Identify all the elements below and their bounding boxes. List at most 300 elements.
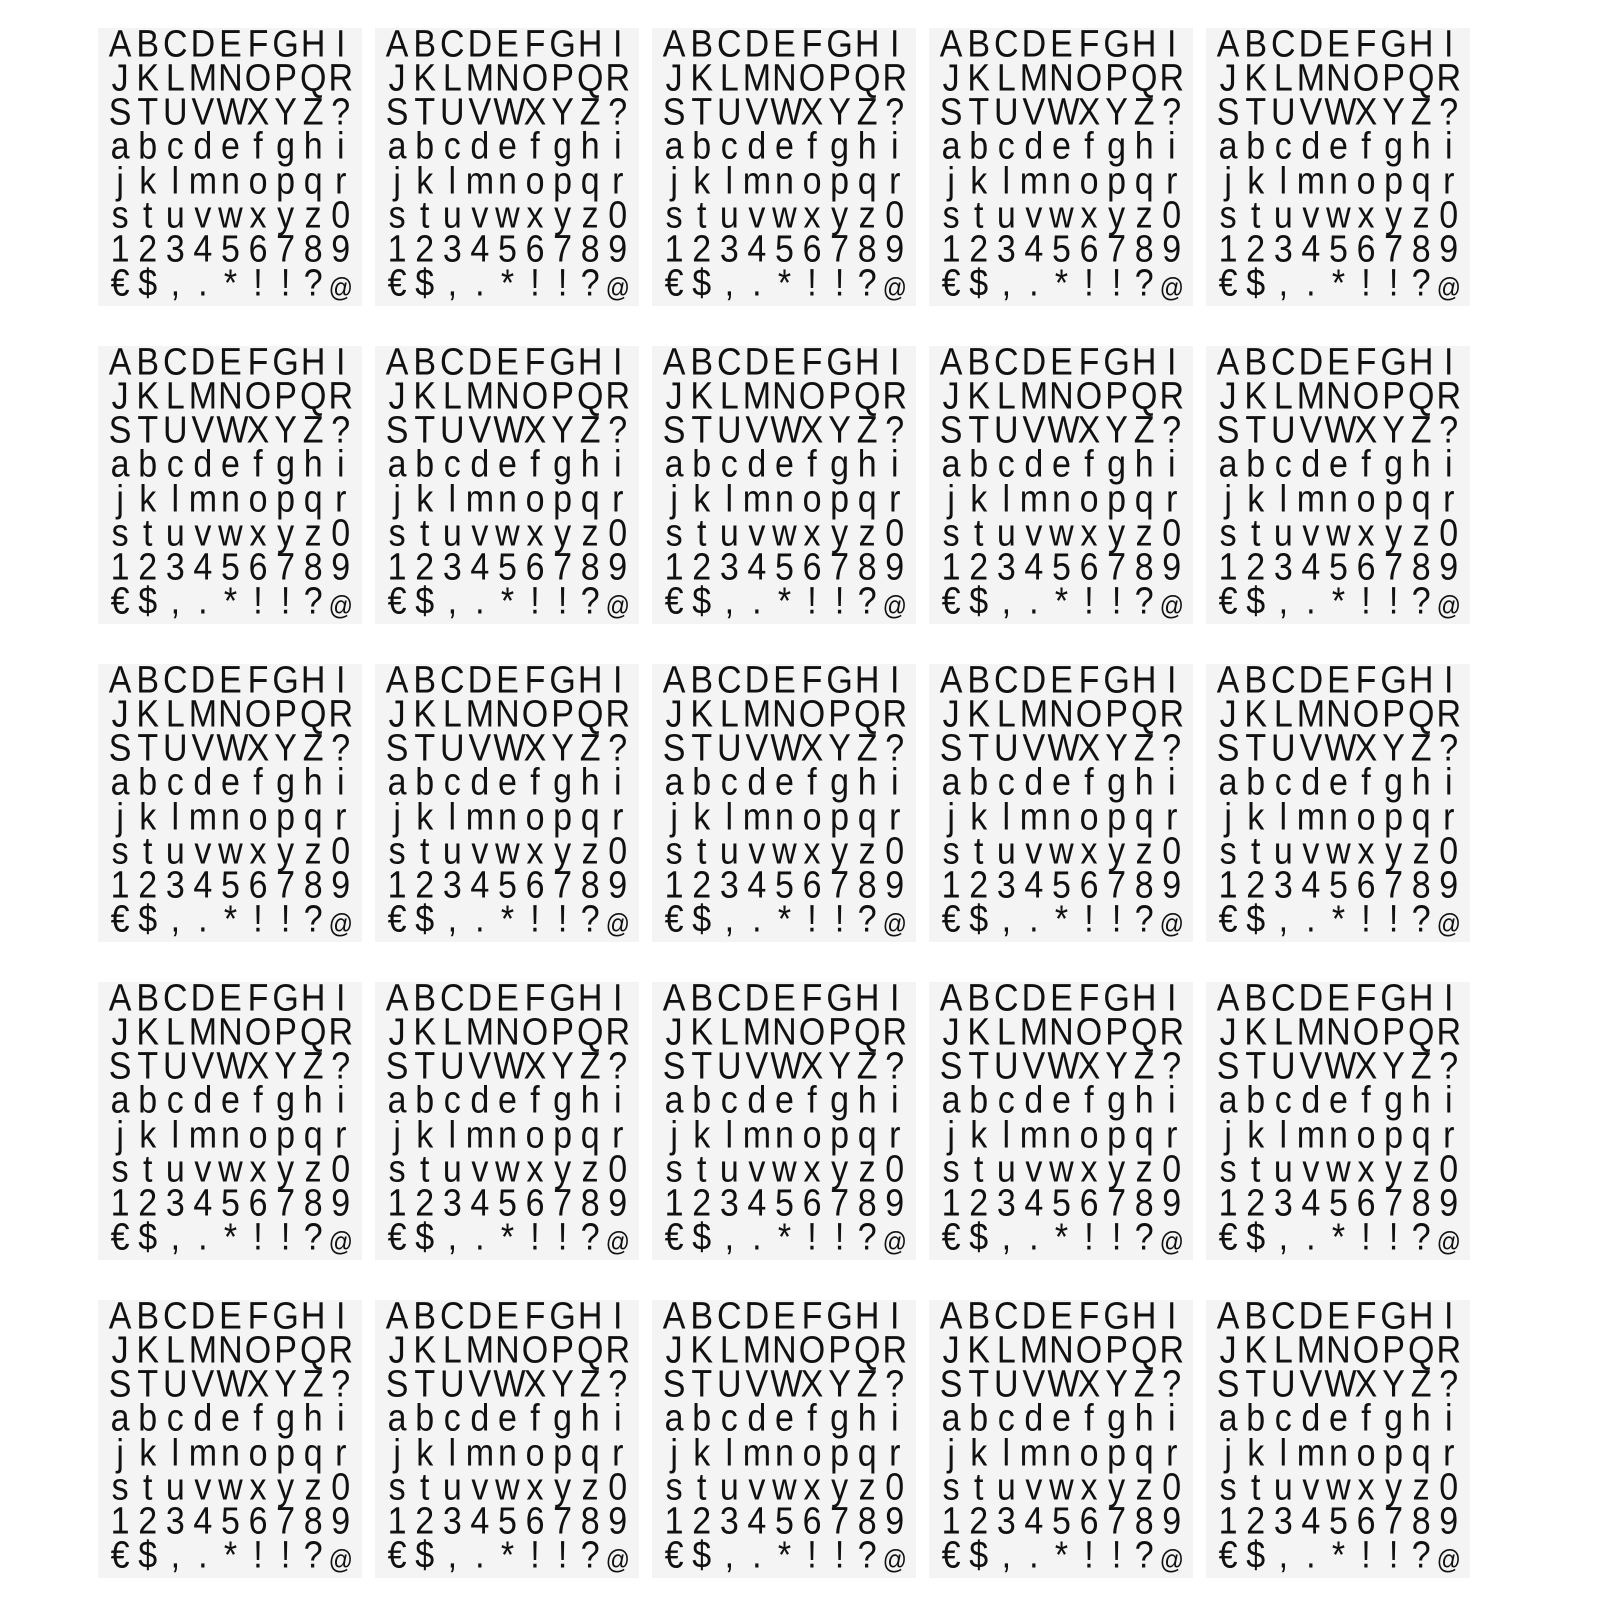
sticker-glyph: u [996,193,1015,236]
sticker-glyph: J [388,1010,405,1054]
sticker-glyph: 3 [719,1181,738,1225]
sticker-glyph: z [1135,1147,1152,1190]
sticker-glyph: p [1384,1431,1403,1474]
sticker-glyph: A [1216,664,1239,702]
sticker-glyph: u [165,1147,184,1190]
sticker-glyph: S [385,1362,408,1406]
sticker-glyph: x [1357,1147,1374,1190]
sticker-glyph: A [662,346,685,384]
sticker-glyph: w [772,511,796,554]
sticker-glyph: V [1299,1362,1322,1406]
sticker-glyph: I [1444,1300,1453,1338]
sticker-glyph: K [690,1328,713,1372]
sticker-glyph: V [745,726,768,770]
sticker-glyph: f [807,1397,816,1440]
sticker-glyph: t [1250,1147,1260,1190]
sticker-glyph: W [1047,90,1079,134]
sticker-glyph: € [1218,261,1237,305]
sticker-glyph: h [1134,125,1153,168]
sticker-glyph: ? [580,897,599,941]
sticker-glyph: 0 [885,829,904,872]
sticker-glyph: , [447,1533,457,1577]
sticker-glyph: z [1135,511,1152,554]
sticker-glyph: N [1326,692,1350,736]
sticker-glyph: $ [138,261,157,305]
sticker-glyph: 2 [415,545,434,589]
sticker-glyph: f [1084,125,1093,168]
sticker-glyph: X [1354,1044,1377,1088]
sticker-glyph: 5 [1328,863,1347,907]
sticker-glyph: s [388,1465,405,1508]
sticker-glyph: k [1247,159,1264,202]
sticker-glyph: s [388,1147,405,1190]
sticker-glyph: H [300,664,325,702]
sticker-glyph: z [858,193,875,236]
sticker-glyph: ! [557,579,567,623]
sticker-glyph: 5 [220,1499,239,1543]
sticker-glyph: z [858,1465,875,1508]
sticker-glyph: m [742,477,771,520]
sticker-glyph: K [690,1010,713,1054]
sticker-glyph: h [580,1079,599,1122]
sticker-glyph: c [720,1397,737,1440]
sticker-glyph: e [1051,125,1070,168]
sticker-glyph: i [890,125,898,168]
sticker-glyph: R [328,1328,353,1372]
sticker-glyph: u [442,511,461,554]
sticker-glyph: p [553,1113,572,1156]
sticker-glyph: W [493,408,525,452]
sticker-glyph: v [1302,1147,1319,1190]
sticker-glyph: r [889,795,900,838]
sticker-glyph: . [752,261,761,305]
sticker-glyph: . [752,1533,761,1577]
sticker-glyph: ? [1134,261,1153,305]
sticker-glyph: x [1357,193,1374,236]
sticker-glyph: 6 [1356,1499,1375,1543]
sticker-glyph: 5 [774,1499,793,1543]
sticker-glyph: 5 [1051,1499,1070,1543]
sticker-glyph: Z [856,726,877,770]
sticker-glyph: c [443,443,460,486]
sticker-glyph: . [198,1533,207,1577]
sticker-glyph: . [1029,1533,1038,1577]
sticker-glyph: r [612,795,623,838]
sticker-glyph: 4 [1301,545,1320,589]
sticker-glyph: p [276,795,295,838]
sticker-glyph: , [724,579,734,623]
sticker-glyph: 1 [387,545,406,589]
sticker-glyph: M [1019,1328,1048,1372]
sticker-glyph: m [1296,159,1325,202]
sticker-glyph: . [198,897,207,941]
alphabet-sticker-sheet [375,982,639,1260]
sticker-glyph: N [1326,56,1350,100]
sticker-glyph: * [223,579,237,623]
sticker-glyph: C [163,28,187,66]
sticker-glyph: h [1134,1397,1153,1440]
sticker-glyph: g [1107,1397,1126,1440]
sticker-glyph: l [725,159,733,202]
sticker-glyph: 2 [692,863,711,907]
sticker-glyph: u [165,1465,184,1508]
sticker-glyph: m [742,1113,771,1156]
sticker-glyph: l [448,795,456,838]
glyph-row [383,1215,631,1259]
sticker-glyph: t [973,829,983,872]
sticker-glyph: y [554,1147,571,1190]
sticker-glyph: b [138,1079,157,1122]
sticker-glyph: 6 [248,1181,267,1225]
sticker-glyph: T [968,408,989,452]
sticker-glyph: g [1107,125,1126,168]
sticker-glyph: l [1002,477,1010,520]
sticker-glyph: l [1279,1431,1287,1474]
sticker-glyph: @ [605,590,629,622]
sticker-glyph: f [807,125,816,168]
sticker-glyph: W [216,408,248,452]
sticker-glyph: 2 [969,227,988,271]
sticker-glyph: z [304,193,321,236]
sticker-glyph: E [773,664,795,702]
sticker-glyph: r [1443,159,1454,202]
sticker-glyph: J [111,56,128,100]
sticker-glyph: 8 [303,1499,322,1543]
sticker-glyph: c [166,761,183,804]
glyph-row [1214,1533,1462,1577]
sticker-glyph: v [1025,1465,1042,1508]
sticker-glyph: B [1244,664,1267,702]
sticker-glyph: S [385,408,408,452]
sticker-glyph: I [336,664,345,702]
sticker-glyph: n [1328,159,1347,202]
sticker-glyph: s [111,1465,128,1508]
sticker-glyph: n [774,159,793,202]
sticker-glyph: 4 [193,545,212,589]
sticker-glyph: A [939,982,962,1020]
sticker-glyph: W [493,1362,525,1406]
sticker-glyph: h [580,443,599,486]
sticker-glyph: , [1278,1533,1288,1577]
sticker-glyph: l [448,1431,456,1474]
sticker-glyph: 7 [1107,863,1126,907]
glyph-row [937,1533,1185,1577]
sticker-glyph: J [665,1328,682,1372]
sticker-glyph: l [1279,795,1287,838]
sticker-glyph: w [218,1147,242,1190]
sticker-glyph: M [1296,374,1325,418]
sticker-glyph: y [1385,511,1402,554]
sticker-glyph: 2 [969,863,988,907]
sticker-glyph: m [1019,159,1048,202]
sticker-glyph: s [111,1147,128,1190]
alphabet-sticker-sheet [375,1300,639,1578]
sticker-glyph: t [419,1147,429,1190]
sticker-glyph: b [692,125,711,168]
sticker-glyph: W [1324,726,1356,770]
sticker-glyph: . [198,261,207,305]
sticker-glyph: B [136,982,159,1020]
sticker-glyph: R [882,1328,907,1372]
sticker-glyph: i [613,1079,621,1122]
sticker-glyph: O [521,1010,548,1054]
glyph-row [660,1215,908,1259]
sticker-glyph: 4 [1024,863,1043,907]
sticker-glyph: 0 [885,193,904,236]
sticker-glyph: T [1245,726,1266,770]
sticker-glyph: r [1443,477,1454,520]
sticker-glyph: r [335,159,346,202]
sticker-glyph: Q [1130,1328,1157,1372]
sticker-glyph: 9 [1162,863,1181,907]
sticker-glyph: ? [608,408,627,452]
sticker-glyph: i [890,761,898,804]
sticker-glyph: v [1025,193,1042,236]
sticker-glyph: 3 [1273,227,1292,271]
sticker-glyph: l [448,477,456,520]
sticker-glyph: 4 [747,863,766,907]
sticker-glyph: g [1107,1079,1126,1122]
sticker-glyph: 9 [1439,1499,1458,1543]
sticker-glyph: g [1384,1397,1403,1440]
sticker-glyph: ? [331,408,350,452]
sticker-glyph: m [465,1113,494,1156]
sticker-glyph: x [249,511,266,554]
sticker-glyph: q [303,1113,322,1156]
sticker-glyph: y [1385,1465,1402,1508]
sticker-glyph: s [942,511,959,554]
sticker-glyph: w [772,1147,796,1190]
sticker-glyph: d [747,443,766,486]
sticker-glyph: f [807,1079,816,1122]
sticker-glyph: y [277,193,294,236]
sticker-glyph: K [136,692,159,736]
sticker-glyph: 1 [941,863,960,907]
sticker-glyph: Q [853,1010,880,1054]
alphabet-sticker-sheet [652,28,916,306]
sticker-glyph: u [442,193,461,236]
sticker-glyph: P [551,1328,573,1372]
sticker-glyph: J [1219,692,1236,736]
sticker-glyph: D [1298,982,1323,1020]
sticker-glyph: m [1296,1431,1325,1474]
sticker-glyph: L [442,1010,461,1054]
sticker-glyph: E [219,346,241,384]
sticker-glyph: 7 [276,1499,295,1543]
sticker-glyph: O [1352,692,1379,736]
sticker-glyph: C [440,1300,464,1338]
sticker-glyph: Q [576,374,603,418]
sticker-glyph: , [1278,579,1288,623]
sticker-glyph: U [994,408,1018,452]
sticker-glyph: z [581,1465,598,1508]
sticker-glyph: A [939,664,962,702]
sticker-glyph: 1 [664,545,683,589]
sticker-glyph: t [696,193,706,236]
sticker-glyph: , [1278,897,1288,941]
sticker-glyph: L [1273,1328,1292,1372]
sticker-glyph: u [1273,829,1292,872]
sticker-glyph: U [717,1362,741,1406]
sticker-glyph: l [1002,1431,1010,1474]
sticker-glyph: g [276,761,295,804]
sticker-glyph: W [1047,1044,1079,1088]
sticker-glyph: @ [328,590,352,622]
sticker-glyph: ! [1388,897,1398,941]
sticker-glyph: u [442,1147,461,1190]
sticker-glyph: 8 [1411,1499,1430,1543]
sticker-glyph: V [1022,1362,1045,1406]
sticker-glyph: F [524,346,545,384]
sticker-glyph: N [495,1010,519,1054]
sticker-glyph: V [1299,90,1322,134]
sticker-glyph: @ [1159,908,1183,940]
sticker-glyph: s [665,1147,682,1190]
sticker-glyph: 8 [303,545,322,589]
sticker-glyph: $ [415,897,434,941]
sticker-glyph: K [690,374,713,418]
sticker-glyph: n [497,1431,516,1474]
sticker-glyph: * [1331,579,1345,623]
sticker-glyph: q [1134,159,1153,202]
sticker-glyph: X [1077,1044,1100,1088]
sticker-glyph: D [1021,28,1046,66]
sticker-glyph: j [947,1431,954,1474]
sticker-glyph: G [1103,664,1129,702]
sticker-glyph: Q [853,56,880,100]
sticker-glyph: B [690,664,713,702]
sticker-glyph: I [890,28,899,66]
sticker-glyph: a [387,443,406,486]
sticker-glyph: € [941,1215,960,1259]
sticker-glyph: t [973,193,983,236]
sticker-glyph: T [691,1044,712,1088]
sticker-glyph: t [419,193,429,236]
sticker-glyph: O [244,1010,271,1054]
sticker-glyph: G [272,1300,298,1338]
alphabet-sticker-sheet [652,664,916,942]
sticker-glyph: 4 [1024,227,1043,271]
sticker-glyph: P [1382,1010,1404,1054]
sticker-glyph: o [1356,159,1375,202]
sticker-glyph: Q [1407,374,1434,418]
sticker-glyph: . [1306,1533,1315,1577]
sticker-glyph: @ [328,1544,352,1576]
sticker-glyph: ? [1411,1215,1430,1259]
sticker-glyph: X [800,1044,823,1088]
sticker-glyph: M [742,1010,771,1054]
sticker-glyph: 0 [608,829,627,872]
sticker-glyph: I [1167,664,1176,702]
sticker-glyph: Y [274,90,296,134]
sticker-glyph: 7 [1384,863,1403,907]
sticker-glyph: J [111,1328,128,1372]
sticker-glyph: P [828,692,850,736]
sticker-glyph: Z [856,90,877,134]
sticker-glyph: r [612,477,623,520]
sticker-glyph: € [387,579,406,623]
sticker-glyph: b [415,1397,434,1440]
sticker-glyph: g [1384,1079,1403,1122]
sticker-glyph: 5 [220,545,239,589]
sticker-glyph: x [1357,829,1374,872]
sticker-glyph: , [724,1533,734,1577]
sticker-glyph: $ [138,1533,157,1577]
sticker-glyph: O [798,1328,825,1372]
sticker-glyph: k [970,795,987,838]
sticker-glyph: B [136,664,159,702]
sticker-glyph: B [1244,982,1267,1020]
sticker-glyph: ! [1084,579,1093,623]
sticker-glyph: M [188,692,217,736]
sticker-glyph: c [720,761,737,804]
sticker-glyph: i [336,125,344,168]
sticker-glyph: h [1411,443,1430,486]
sticker-glyph: E [219,28,241,66]
sticker-glyph: D [1298,346,1323,384]
sticker-glyph: ? [1439,726,1458,770]
sticker-glyph: K [967,374,990,418]
sticker-glyph: j [116,795,123,838]
sticker-glyph: T [691,726,712,770]
sticker-glyph: J [111,1010,128,1054]
sticker-glyph: 1 [1218,1499,1237,1543]
sticker-glyph: 0 [1162,193,1181,236]
sticker-glyph: W [1324,1362,1356,1406]
sticker-glyph: x [803,193,820,236]
sticker-glyph: @ [882,1544,906,1576]
sticker-glyph: P [1105,1328,1127,1372]
alphabet-sticker-sheet [375,346,639,624]
sticker-glyph: @ [1436,1544,1460,1576]
sticker-glyph: 5 [1051,227,1070,271]
sticker-glyph: o [248,159,267,202]
sticker-glyph: 0 [1162,1147,1181,1190]
sticker-glyph: r [1443,1113,1454,1156]
sticker-glyph: L [996,692,1015,736]
sticker-glyph: u [442,1465,461,1508]
sticker-glyph: e [220,761,239,804]
sticker-glyph: S [108,726,131,770]
sticker-glyph: z [581,829,598,872]
sticker-glyph: H [577,1300,602,1338]
sticker-glyph: T [137,726,158,770]
sticker-glyph: n [220,1431,239,1474]
sticker-glyph: a [387,1397,406,1440]
sticker-glyph: 1 [664,1499,683,1543]
sticker-glyph: 4 [1301,227,1320,271]
sticker-glyph: o [525,159,544,202]
sticker-glyph: D [744,1300,769,1338]
sticker-glyph: Q [1130,692,1157,736]
sticker-glyph: e [1051,443,1070,486]
sticker-glyph: O [521,692,548,736]
sticker-glyph: v [1302,511,1319,554]
sticker-glyph: g [830,761,849,804]
sticker-glyph: J [665,374,682,418]
sticker-glyph: j [670,159,677,202]
sticker-glyph: B [690,28,713,66]
sticker-glyph: . [752,897,761,941]
sticker-glyph: F [524,28,545,66]
sticker-glyph: T [137,408,158,452]
sticker-glyph: $ [692,1533,711,1577]
sticker-glyph: V [191,1362,214,1406]
sticker-glyph: N [772,692,796,736]
sticker-glyph: 4 [470,1181,489,1225]
sticker-glyph: $ [969,1533,988,1577]
sticker-glyph: W [1324,1044,1356,1088]
